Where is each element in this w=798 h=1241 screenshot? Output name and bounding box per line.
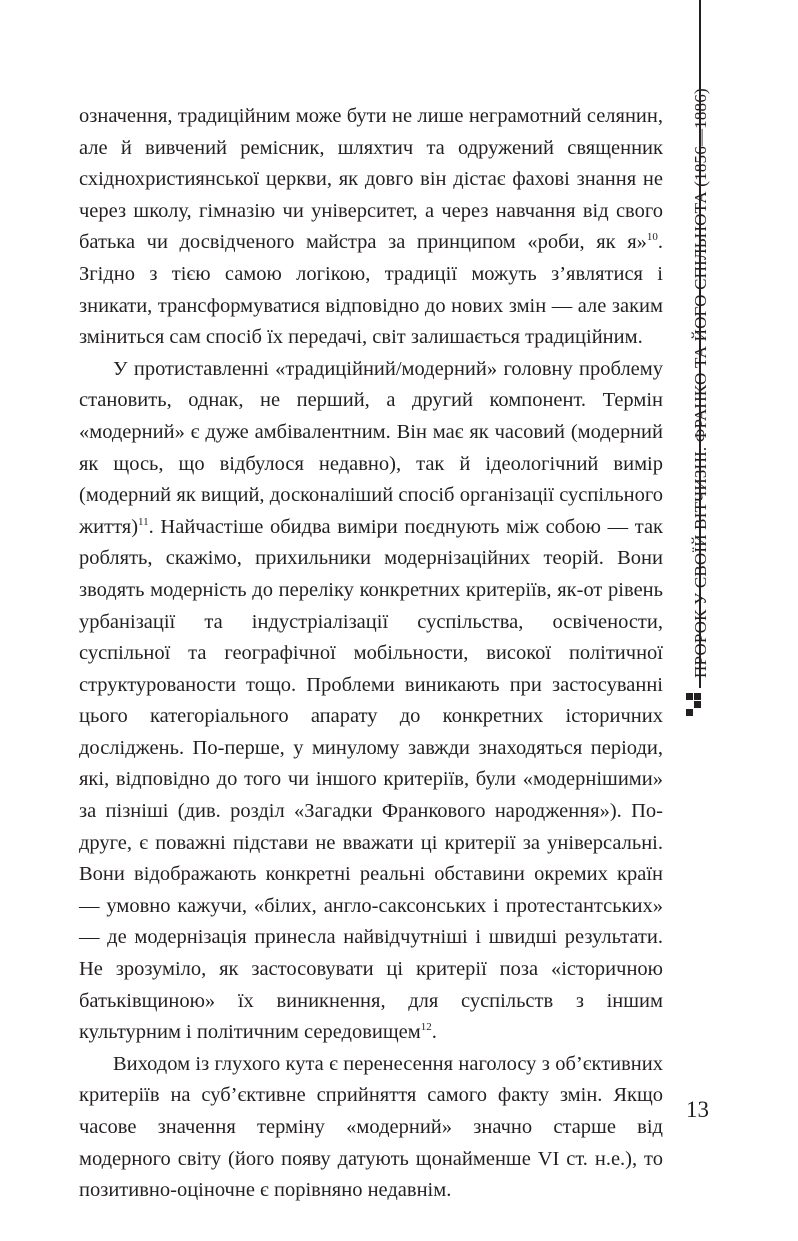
footnote-ref-12[interactable]: 12 [420, 1021, 432, 1034]
paragraph-1-tail: . Згідно з тією самою логікою, традиції можуть з’являтися і зникати, трансформуватися відповідно до нових змін — але заким зміниться сам спосіб їх передачі, світ залишається традиційним. [79, 231, 663, 349]
paragraph-2: У протиставленні «традиційний/модерний» головну проблему становить, однак, не перший, а другий компонент. Термін «модерний» є дуже амбівалентним. Він має як часовий (модерний як щось, що відбулося недавно), так й ідеологічний вимір (модерний як вищий, досконаліший спосіб організації суспільного життя)$^{11}$. Найчастіше обидва виміри поєднують між собою — так роблять, скажімо, прихильники модернізаційних теорій. Вони зводять модерність до переліку конкретних критеріїв, як-от рівень урбанізації та індустріалізації суспільства, освічености, суспільної та географічної мобільности, високої політичної структурованости тощо. Проблеми виникають при застосуванні цього категоріального апарату до конкретних історичних досліджень. По-перше, у минулому завжди знаходяться періоди, які, відповідно до того чи іншого критеріїв, були «модернішими» за пізніші (див. розділ «Загадки Франкового народження»). По-друге, є поважні підстави не вважати ці критерії за універсальні. Вони відображають конкретні реальні обставини окремих країн — умовно кажучи, «білих, англо-саксонських і протестантських» — де модернізація принесла найвідчутніші і швидші результати. Не зрозуміло, як застосовувати ці критерії поза «історичною батьківщиною» їх виникнення, для суспільств з іншим культурним і політичним середовищем$^{12}$. [79, 357, 663, 1044]
paragraph-3: Виходом із глухого кута є перенесення наголосу з об’єктивних критеріїв на суб’єктивне сприйняття самого факту змін. Якщо часове значення терміну «модерний» значно старше від модерного світу (його появу датують щонайменше VI ст. н.е.), то позитивно-оціночне є порівняно недавнім. [79, 1052, 663, 1202]
footnote-ref-11[interactable]: 11 [138, 515, 149, 528]
page-number: 13 [686, 1097, 709, 1122]
paragraph-1-text: означення, традиційним може бути не лише неграмотний селянин, але й вивчений ремісник, шляхтич та одружений священник східнохристиянської церкви, як довго він дістає фахові знання не через школу, гімназію чи університет, а через навчання від свого батька чи досвідченого майстра за принципом «роби, як я» [79, 105, 663, 254]
paragraph-2-tail: . Найчастіше обидва виміри поєднують між собою — так роблять, скажімо, прихильники модернізаційних теорій. Вони зводять модерність до переліку конкретних критеріїв, як-от рівень урбанізації та індустріалізації суспільства, освічености, суспільної та географічної мобільности, високої політичної структурованости тощо. Проблеми виникають при застосуванні цього категоріального апарату до конкретних історичних досліджень. По-перше, у минулому завжди знаходяться періоди, які, відповідно до того чи іншого критеріїв, були «модернішими» за пізніші (див. розділ «Загадки Франкового народження»). По-друге, є поважні підстави не вважати ці критерії за універсальні. Вони відображають конкретні реальні обставини окремих країн — умовно кажучи, «білих, англо-саксонських і протестантських» — де модернізація принесла найвідчутніші і швидші результати. Не зрозуміло, як застосовувати ці критерії поза «історичною батьківщиною» їх виникнення, для суспільств з іншим культурним і політичним середовищем [79, 515, 663, 1044]
paragraph-2-text: У протиставленні «традиційний/модерний» головну проблему становить, однак, не перший, а другий компонент. Термін «модерний» є дуже амбівалентним. Він має як часовий (модерний як щось, що відбулося недавно), так й ідеологічний вимір (модерний як вищий, досконаліший спосіб організації суспільного життя) [79, 357, 663, 538]
body-text [79, 101, 663, 1207]
running-head-text: ПРОРОК У СВОЇЙ ВІТЧИЗНІ. ФРАНКО ТА ЙОГО СПІЛЬНОТА (1856—1886) [691, 88, 710, 678]
paragraph-1 [79, 101, 663, 354]
footnote-ref-10[interactable]: 10 [646, 231, 658, 244]
square-cluster-icon [686, 693, 708, 715]
